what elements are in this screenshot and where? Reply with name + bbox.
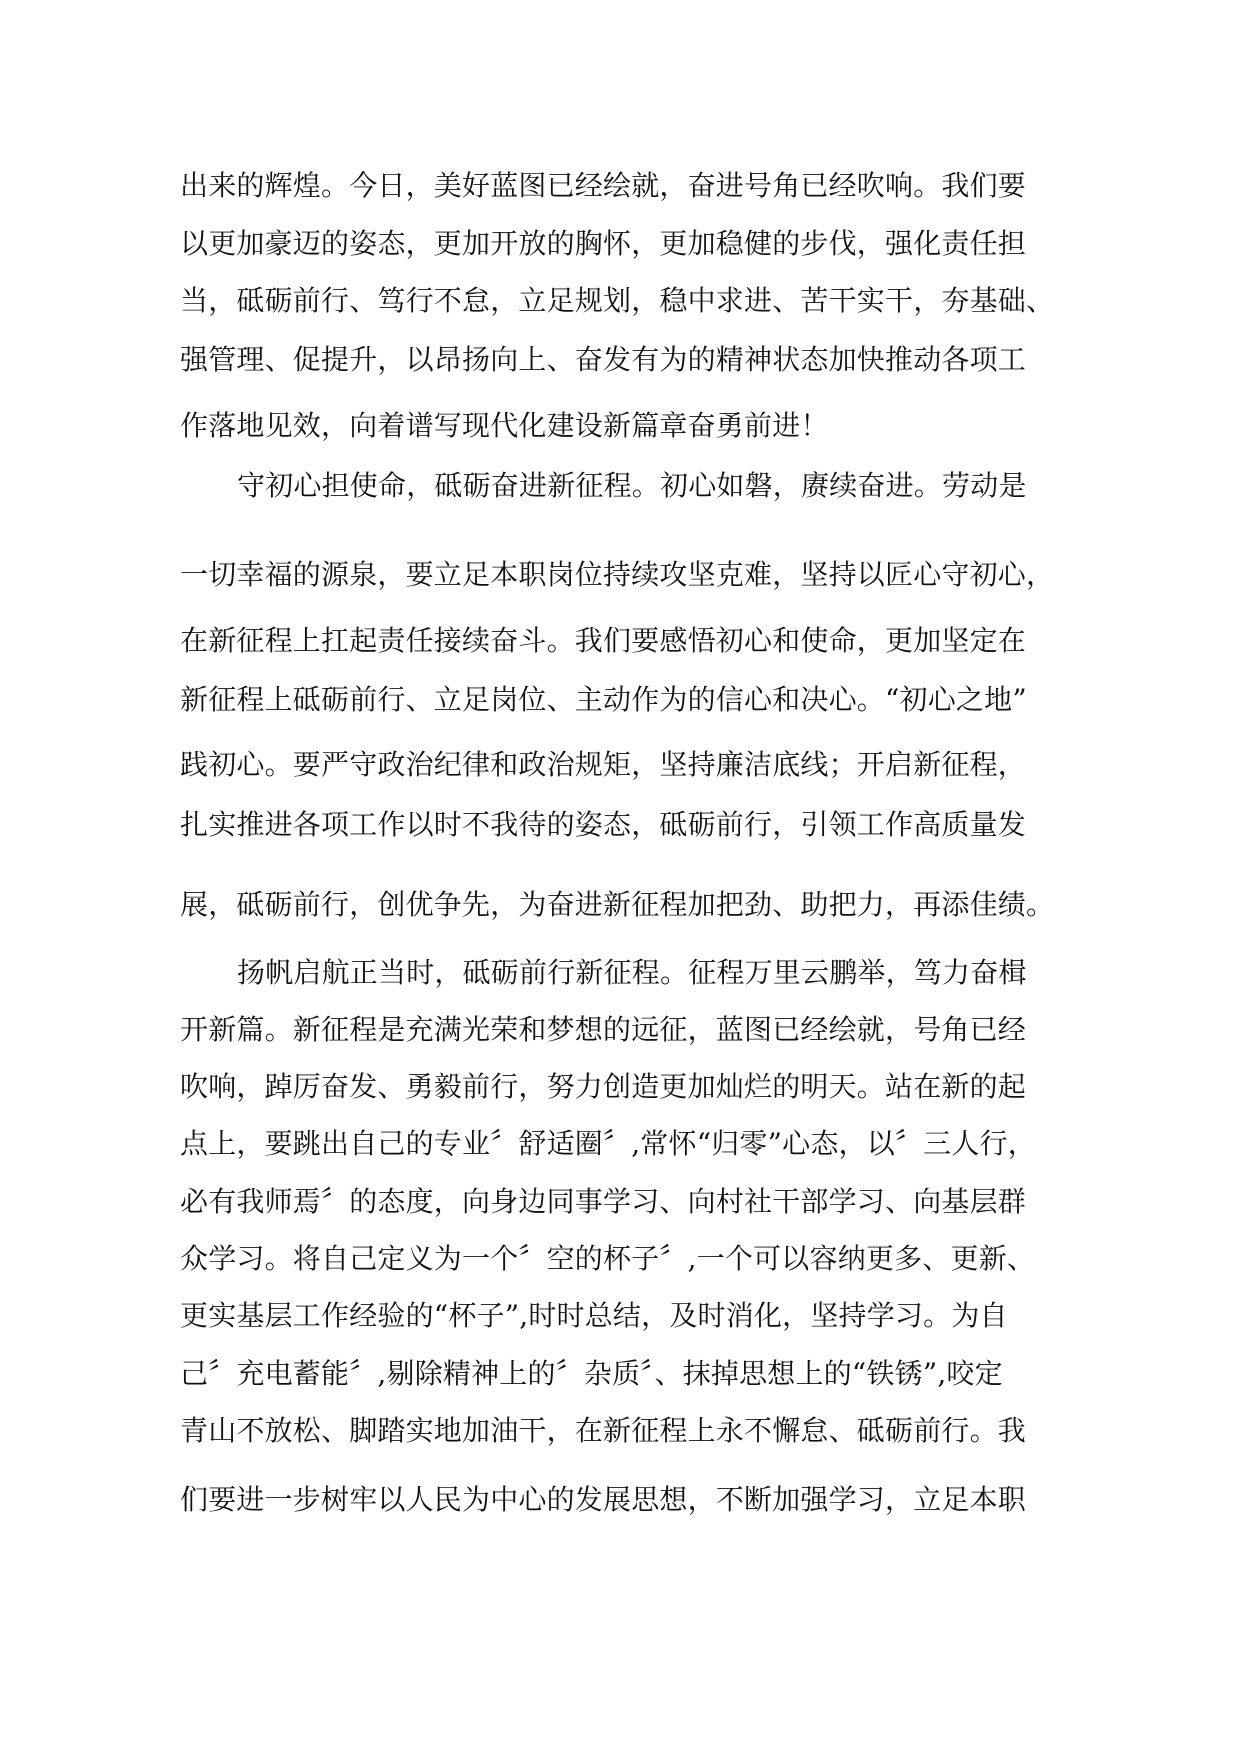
text-line: 们要进一步树牢以人民为中心的发展思想，不断加强学习，立足本职 (180, 1483, 1027, 1516)
text-line: 青山不放松、脚踏实地加油干，在新征程上永不懈怠、砥砺前行。我 (180, 1414, 1027, 1447)
text-line: 扎实推进各项工作以时不我待的姿态，砥砺前行，引领工作高质量发 (180, 808, 1027, 841)
text-line: 作落地见效，向着谱写现代化建设新篇章奋勇前进！ (180, 409, 829, 442)
text-line: 众学习。将自己定义为一个〞空的杯子〞,一个可以容纳更多、更新、 (180, 1242, 1036, 1275)
text-line: 当，砥砺前行、笃行不怠，立足规划，稳中求进、苦干实干，夯基础、 (180, 284, 1055, 317)
paragraph-start-line: 扬帆启航正当时，砥砺前行新征程。征程万里云鹏举，笃力奋楫 (237, 956, 1027, 989)
paragraph-start-line: 守初心担使命，砥砺奋进新征程。初心如磐，赓续奋进。劳动是 (237, 469, 1027, 502)
text-line: 以更加豪迈的姿态，更加开放的胸怀，更加稳健的步伐，强化责任担 (180, 227, 1027, 260)
text-line: 新征程上砥砺前行、立足岗位、主动作为的信心和决心。“初心之地” (180, 683, 1027, 716)
text-line: 己〞充电蓄能〞,剔除精神上的〞杂质〞、抹掉思想上的“铁锈”,咬定 (180, 1357, 1003, 1390)
text-line: 必有我师焉〞的态度，向身边同事学习、向村社干部学习、向基层群 (180, 1185, 1027, 1218)
text-line: 展，砥砺前行，创优争先，为奋进新征程加把劲、助把力，再添佳绩。 (180, 888, 1055, 921)
text-line: 开新篇。新征程是充满光荣和梦想的远征，蓝图已经绘就，号角已经 (180, 1013, 1027, 1046)
text-line: 践初心。要严守政治纪律和政治规矩，坚持廉洁底线；开启新征程， (180, 748, 1027, 781)
text-line: 点上，要跳出自己的专业〞舒适圈〞,常怀“归零”心态，以〞三人行， (180, 1127, 1036, 1160)
text-line: 在新征程上扛起责任接续奋斗。我们要感悟初心和使命，更加坚定在 (180, 624, 1027, 657)
text-line: 吹响，踔厉奋发、勇毅前行，努力创造更加灿烂的明天。站在新的起 (180, 1070, 1027, 1103)
text-line: 一切幸福的源泉，要立足本职岗位持续攻坚克难，坚持以匠心守初心， (180, 558, 1055, 591)
text-line: 更实基层工作经验的“杯子”,时时总结，及时消化，坚持学习。为自 (180, 1299, 1008, 1332)
text-line: 出来的辉煌。今日，美好蓝图已经绘就，奋进号角已经吹响。我们要 (180, 169, 1027, 202)
text-line: 强管理、促提升，以昂扬向上、奋发有为的精神状态加快推动各项工 (180, 343, 1027, 376)
